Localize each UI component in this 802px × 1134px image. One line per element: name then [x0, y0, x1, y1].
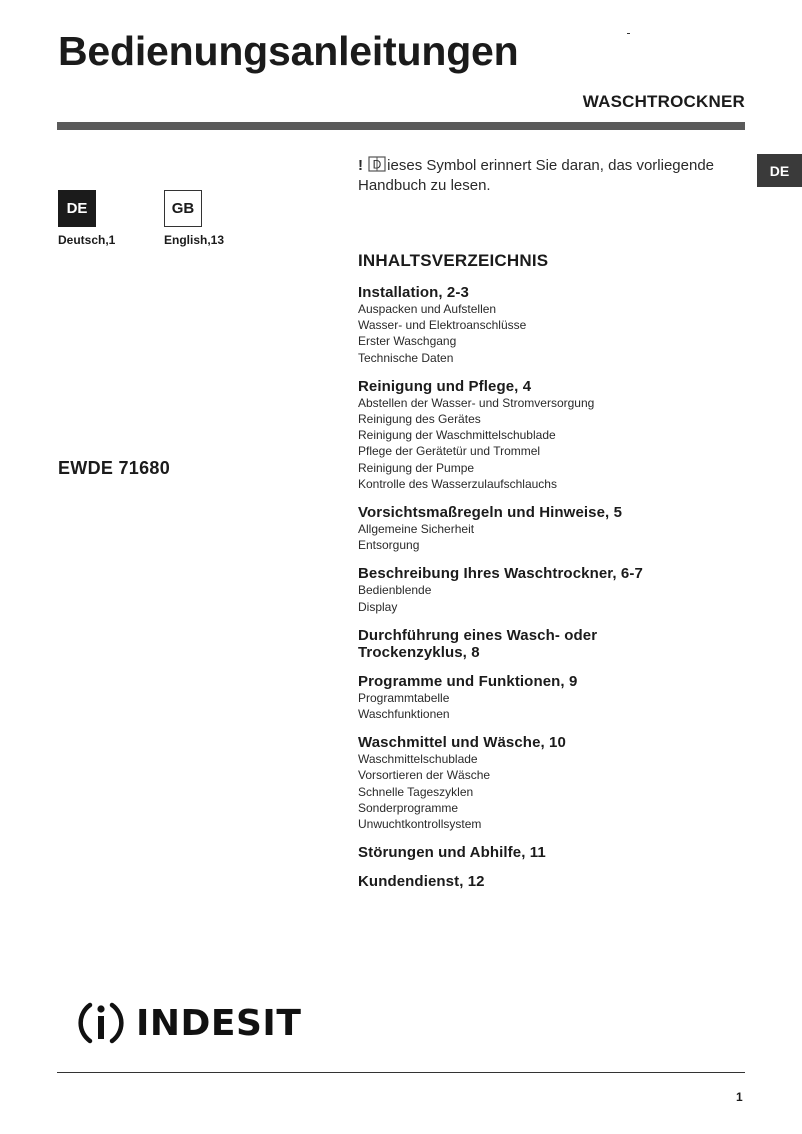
toc-item[interactable]: Reinigung der Pumpe [358, 460, 475, 475]
toc-section [358, 627, 748, 661]
toc-item[interactable]: Technische Daten [358, 350, 454, 365]
header-rule [57, 122, 745, 130]
product-category: WASCHTROCKNER [582, 92, 745, 111]
toc-section-title[interactable]: Waschmittel und Wäsche, 10 [358, 734, 566, 752]
language-side-tab[interactable]: DE [757, 154, 802, 187]
toc-section-title[interactable]: Reinigung und Pflege, 4 [358, 377, 532, 395]
page-title: Bedienungsanleitungen [58, 28, 519, 74]
toc-section-title[interactable]: Kundendienst, 12 [358, 873, 485, 891]
model-number: EWDE 71680 [58, 458, 171, 478]
toc-item[interactable]: Pflege der Gerätetür und Trommel [358, 444, 541, 459]
toc-item[interactable]: Auspacken und Aufstellen [358, 302, 497, 316]
toc-section-title[interactable]: Vorsichtsmaßregeln und Hinweise, 5 [358, 504, 623, 522]
toc-item[interactable]: Sonderprogramme [358, 800, 459, 815]
toc-section [358, 873, 748, 890]
toc-item[interactable]: Waschmittelschublade [358, 752, 478, 767]
language-label-gb[interactable]: English,13 [164, 233, 225, 247]
notice-text: ieses Symbol erinnert Sie daran, das vorliegende Handbuch zu lesen. [358, 157, 715, 194]
toc-item[interactable]: Vorsortieren der Wäsche [358, 768, 491, 783]
toc-section-title[interactable]: Programme und Funktionen, 9 [358, 672, 578, 690]
toc-heading: INHALTSVERZEICHNIS [358, 251, 549, 270]
toc-section-title[interactable]: Störungen und Abhilfe, 11 [358, 844, 546, 862]
toc-item[interactable]: Display [358, 599, 398, 614]
toc-section-title[interactable]: Installation, 2-3 [358, 284, 469, 301]
language-label-de[interactable]: Deutsch,1 [58, 233, 116, 247]
language-button-de[interactable]: DE [58, 190, 96, 227]
toc-item[interactable]: Programmtabelle [358, 690, 450, 705]
toc-item[interactable]: Erster Waschgang [358, 334, 457, 349]
svg-text:D: D [372, 157, 382, 172]
toc-section [358, 504, 748, 553]
toc-item[interactable]: Unwuchtkontrollsystem [358, 817, 482, 832]
language-button-gb[interactable]: GB [164, 190, 202, 227]
toc-section [358, 734, 748, 832]
manual-notice [358, 156, 748, 196]
toc-section-title[interactable]: Durchführung eines Wasch- oder [358, 626, 598, 644]
toc-item[interactable]: Kontrolle des Wasserzulaufschlauchs [358, 476, 557, 491]
page-number: 1 [736, 1090, 743, 1104]
toc-section-title[interactable]: Beschreibung Ihres Waschtrockner, 6-7 [358, 565, 643, 583]
table-of-contents [358, 284, 748, 902]
toc-item[interactable]: Entsorgung [358, 538, 420, 553]
footer-rule [57, 1072, 745, 1073]
toc-item[interactable]: Allgemeine Sicherheit [358, 522, 475, 537]
toc-item[interactable]: Reinigung des Gerätes [358, 412, 481, 427]
toc-item[interactable]: Schnelle Tageszyklen [358, 784, 474, 799]
toc-item[interactable]: Bedienblende [358, 583, 432, 598]
toc-item[interactable]: Waschfunktionen [358, 707, 450, 722]
brand-name: INDESIT [136, 1002, 302, 1044]
toc-section [358, 673, 748, 722]
toc-item[interactable]: Wasser- und Elektroanschlüsse [358, 318, 527, 333]
toc-section [358, 565, 748, 614]
toc-section [358, 378, 748, 492]
indesit-logo-icon [74, 996, 128, 1050]
toc-item[interactable]: Abstellen der Wasser- und Stromversorgung [358, 395, 595, 410]
toc-section [358, 844, 748, 861]
brand-logo [74, 996, 301, 1050]
toc-item[interactable]: Reinigung der Waschmittelschublade [358, 428, 556, 443]
toc-section-title[interactable]: Trockenzyklus, 8 [358, 643, 480, 661]
read-manual-icon [368, 156, 386, 172]
stray-mark [627, 33, 630, 34]
notice-exclamation: ! [358, 157, 363, 174]
toc-section [358, 284, 748, 366]
